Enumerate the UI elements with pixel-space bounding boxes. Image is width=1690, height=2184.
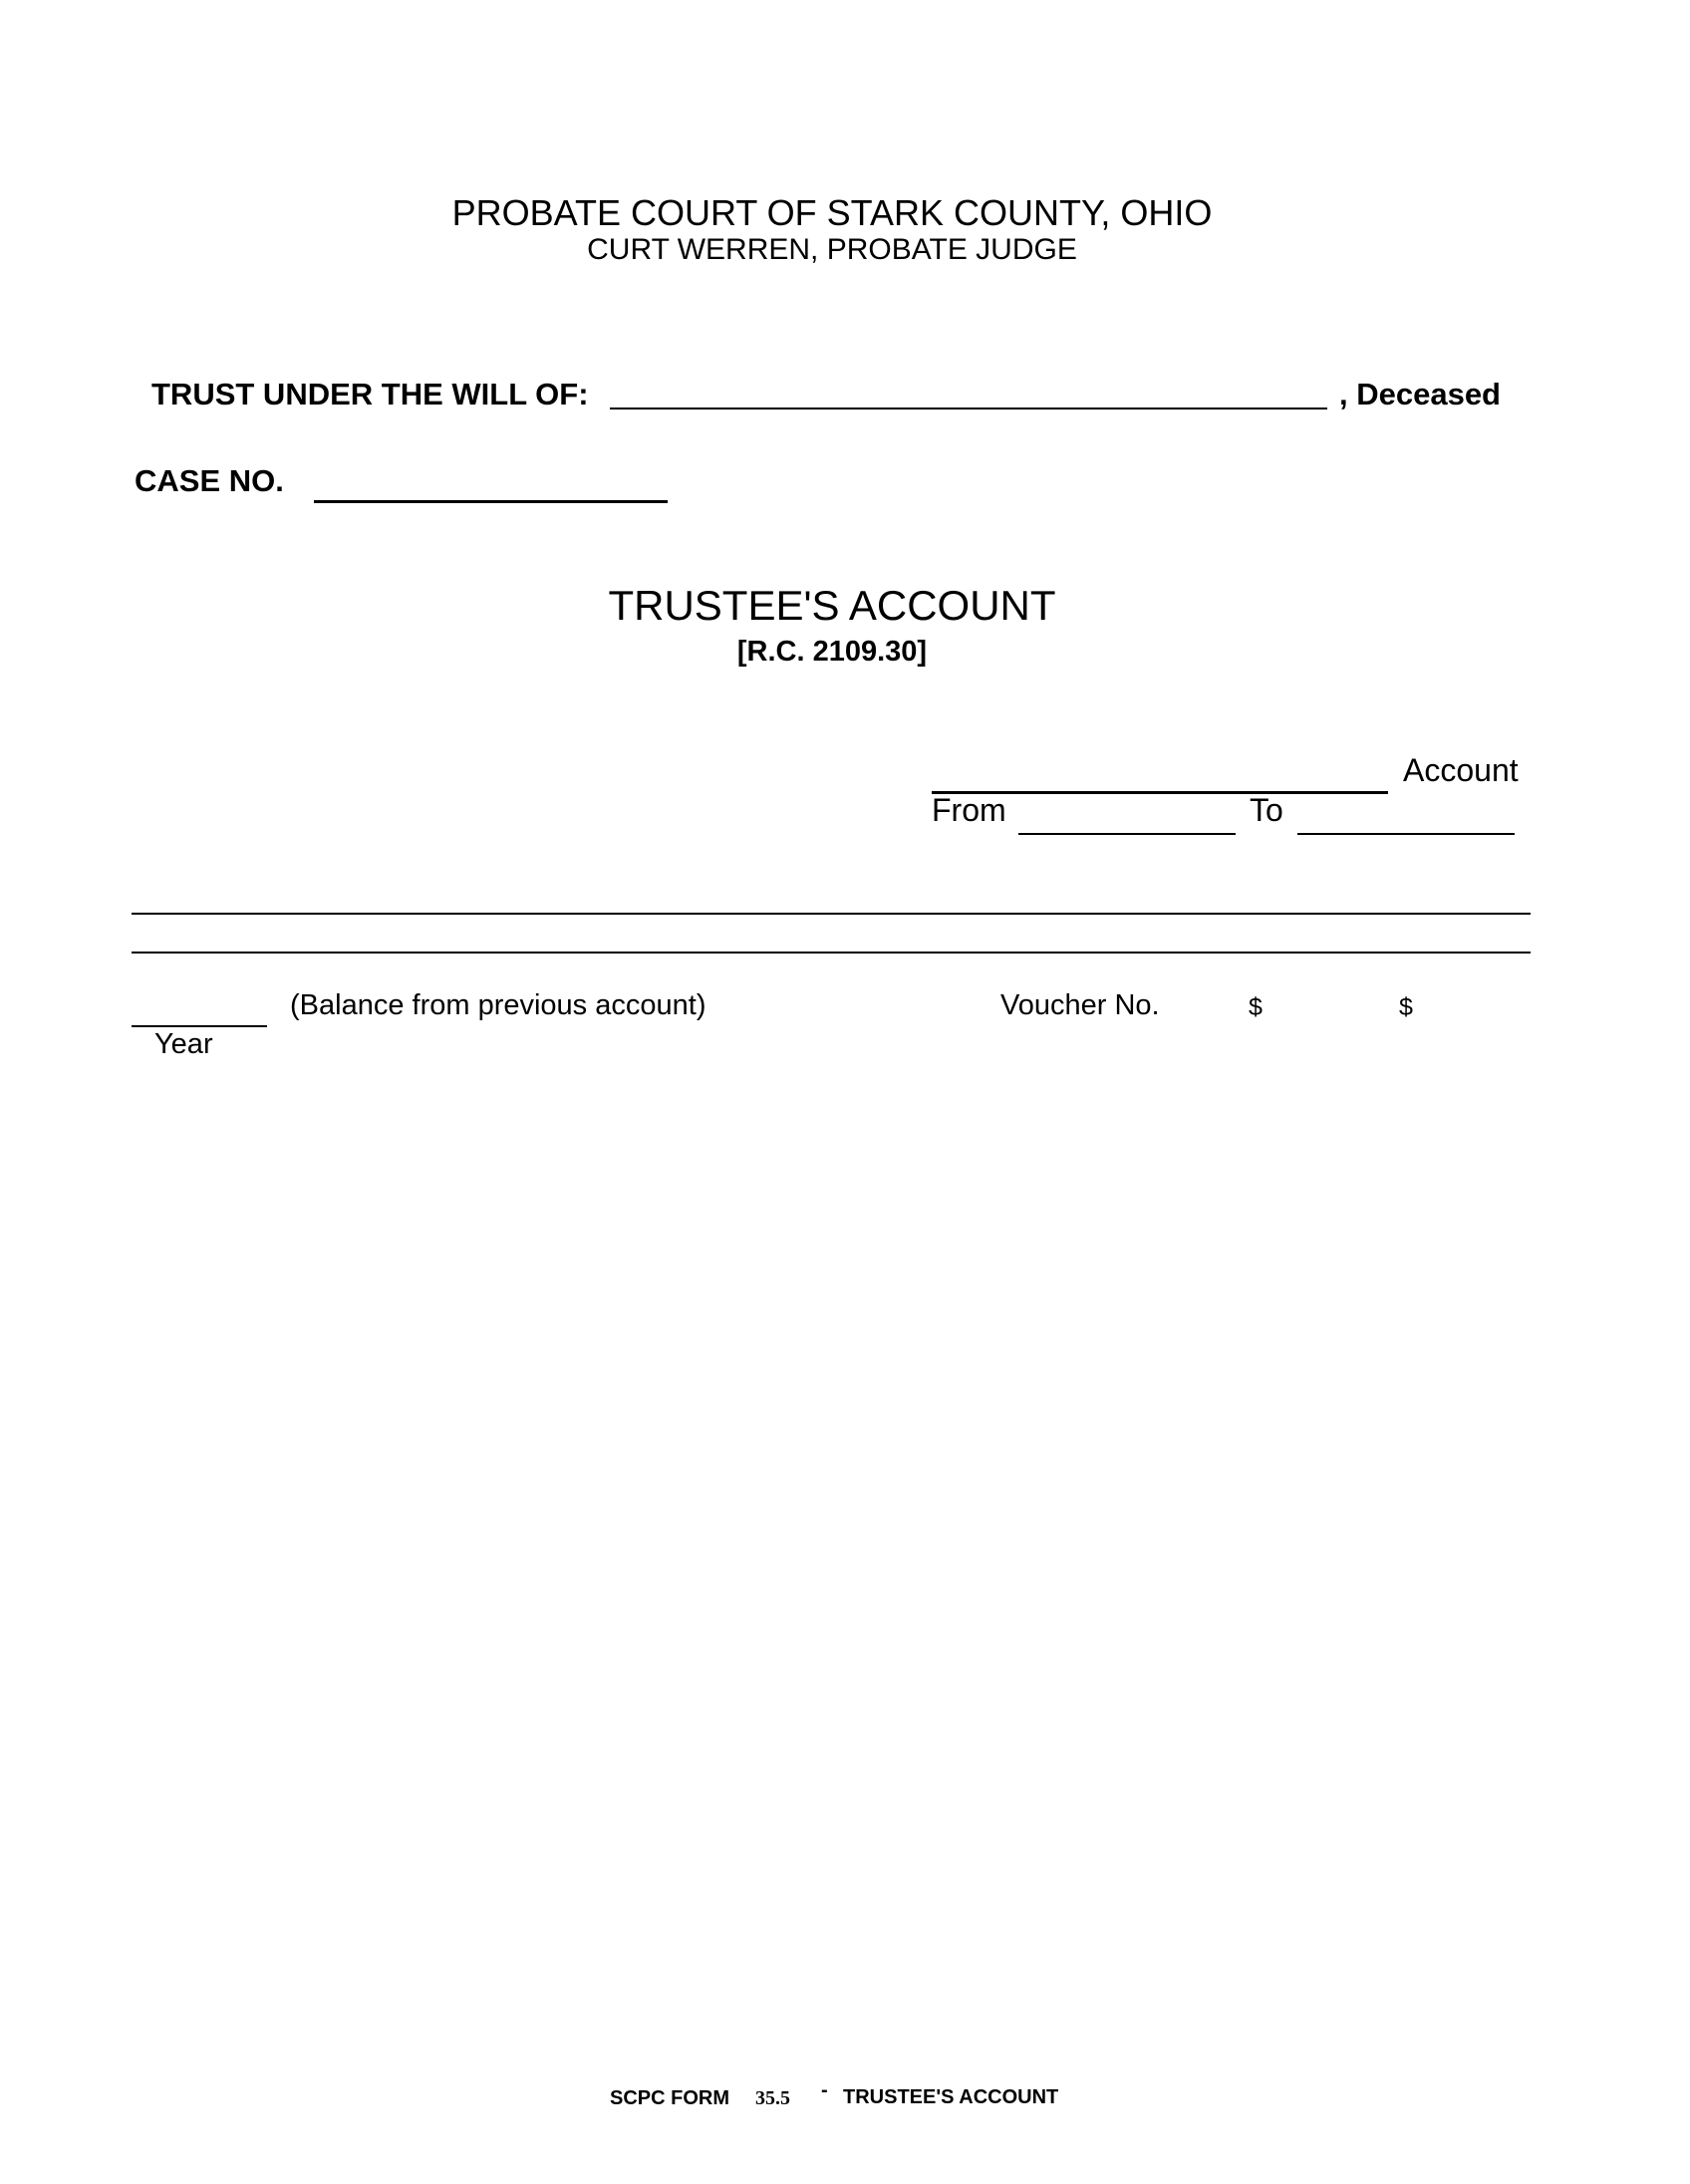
statute-reference: [R.C. 2109.30] bbox=[736, 636, 928, 668]
from-date-field[interactable] bbox=[1018, 802, 1236, 832]
footer-form-name: TRUSTEE'S ACCOUNT bbox=[843, 2086, 1059, 2108]
from-date-underline bbox=[1018, 833, 1236, 835]
to-date-field[interactable] bbox=[1297, 802, 1515, 832]
case-no-label: CASE NO. bbox=[135, 463, 284, 498]
trust-label: TRUST UNDER THE WILL OF: bbox=[151, 377, 589, 411]
voucher-label: Voucher No. bbox=[1000, 989, 1160, 1021]
footer-form-number: 35.5 bbox=[755, 2087, 790, 2109]
deceased-label: , Deceased bbox=[1339, 377, 1501, 411]
separator-line-2 bbox=[132, 952, 1531, 954]
separator-line-1 bbox=[132, 913, 1531, 915]
footer-dash: - bbox=[821, 2079, 828, 2101]
balance-description: (Balance from previous account) bbox=[290, 989, 706, 1021]
from-label: From bbox=[932, 792, 1006, 828]
trust-name-underline bbox=[610, 408, 1327, 410]
to-date-underline bbox=[1297, 833, 1515, 835]
trust-name-field[interactable] bbox=[610, 377, 1327, 407]
year-underline bbox=[132, 1025, 267, 1027]
account-ordinal-field[interactable] bbox=[932, 762, 1388, 792]
form-title: TRUSTEE'S ACCOUNT bbox=[608, 582, 1056, 629]
judge-name: CURT WERREN, PROBATE JUDGE bbox=[587, 233, 1077, 266]
case-no-underline bbox=[314, 500, 668, 503]
year-label: Year bbox=[154, 1028, 213, 1060]
footer-form-label: SCPC FORM bbox=[610, 2087, 729, 2109]
dollar-sign-2: $ bbox=[1399, 993, 1413, 1021]
to-label: To bbox=[1250, 792, 1283, 828]
dollar-sign-1: $ bbox=[1249, 993, 1263, 1021]
court-name: PROBATE COURT OF STARK COUNTY, OHIO bbox=[451, 192, 1213, 233]
year-field[interactable] bbox=[132, 994, 267, 1024]
account-label: Account bbox=[1403, 752, 1519, 788]
case-no-field[interactable] bbox=[314, 468, 668, 498]
